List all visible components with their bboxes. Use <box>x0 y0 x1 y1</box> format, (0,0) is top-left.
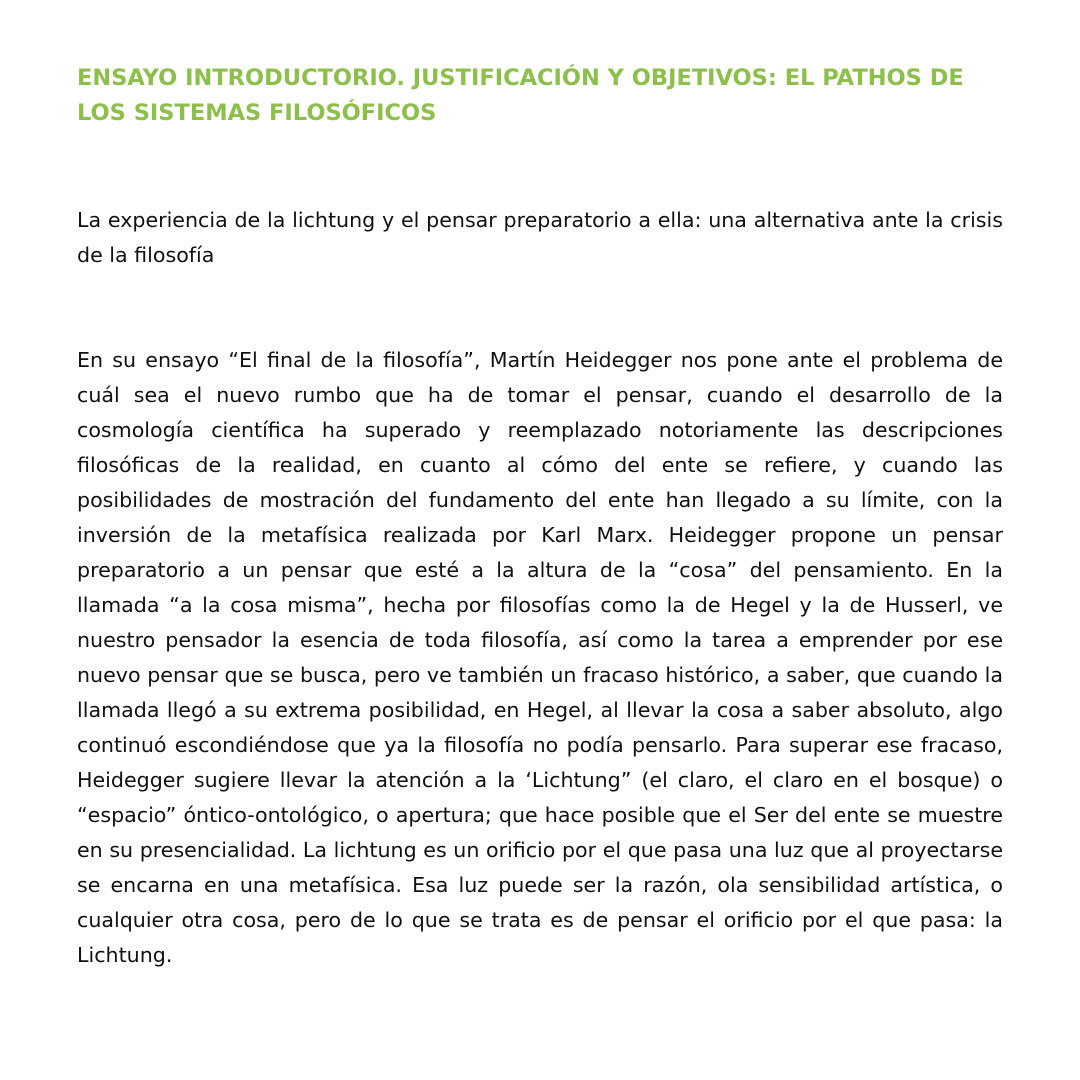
document-page <box>77 0 1003 1080</box>
essay-heading: ENSAYO INTRODUCTORIO. JUSTIFICACIÓN Y OBJETIVOS: EL PATHOS DE LOS SISTEMAS FILOSÓFICOS <box>77 65 964 126</box>
essay-body-paragraph: En su ensayo “El final de la filosofía”, Martín Heidegger nos pone ante el problema de cuál sea el nuevo rumbo que ha de tomar el pensar, cuando el desarrollo de la cosmología científica ha superado y reemplazado notoriamente las descripciones filosóficas de la realidad, en cuanto al cómo del ente se refiere, y cuando las posibilidades de mostración del fundamento del ente han llegado a su límite, con la inversión de la metafísica realizada por Karl Marx. Heidegger propone un pensar preparatorio a un pensar que esté a la altura de la “cosa” del pensamiento. En la llamada “a la cosa misma”, hecha por filosofías como la de Hegel y la de Husserl, ve nuestro pensador la esencia de toda filosofía, así como la tarea a emprender por ese nuevo pensar que se busca, pero ve también un fracaso histórico, a saber, que cuando la llamada llegó a su extrema posibilidad, en Hegel, al llevar la cosa a saber absoluto, algo continuó escondiéndose que ya la filosofía no podía pensarlo. Para superar ese fracaso, Heidegger sugiere llevar la atención a la ‘Lichtung” (el claro, el claro en el bosque) o “espacio” óntico-ontológico, o apertura; que hace posible que el Ser del ente se muestre en su presencialidad. La lichtung es un orificio por el que pasa una luz que al proyectarse se encarna en una metafísica. Esa luz puede ser la razón, ola sensibilidad artística, o cualquier otra cosa, pero de lo que se trata es de pensar el orificio por el que pasa: la Lichtung. <box>77 348 1003 967</box>
essay-subtitle: La experiencia de la lichtung y el pensar preparatorio a ella: una alternativa ante la crisis de la filosofía <box>77 208 1003 267</box>
